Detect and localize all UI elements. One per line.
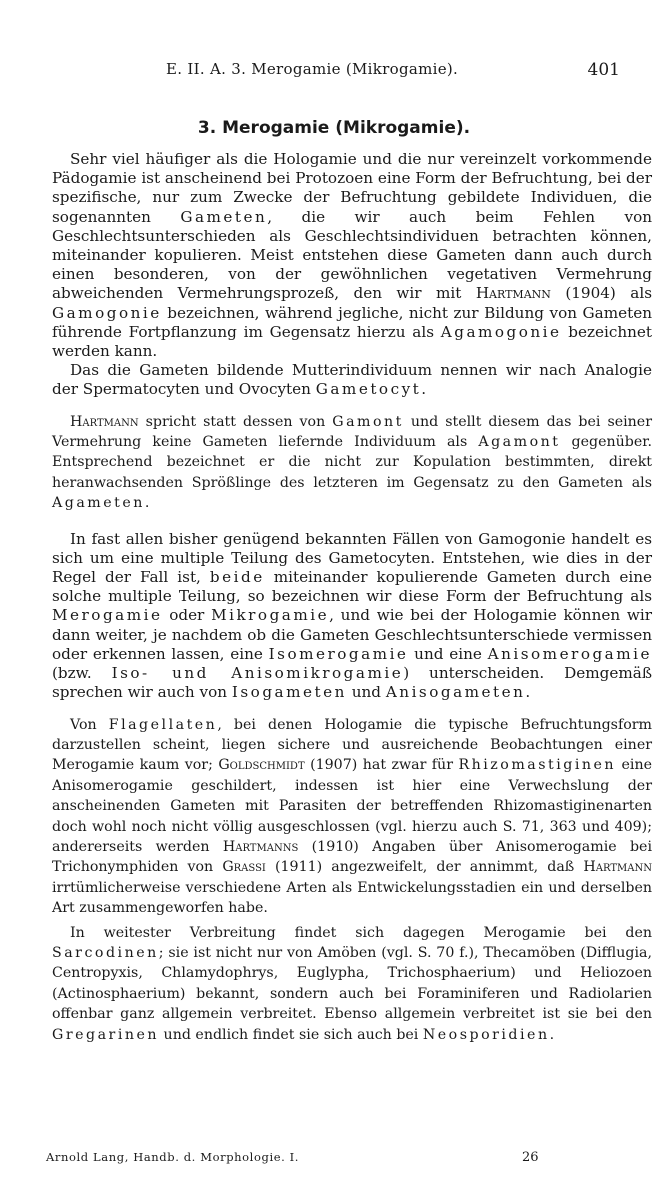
text-run: spricht statt dessen von [138,413,333,430]
running-title: E. II. A. 3. Merogamie (Mikrogamie). [166,60,459,78]
spaced-term: Isomerogamie [268,644,409,663]
running-head [0,60,668,82]
spaced-term: Agamont [478,434,561,451]
section-title: 3. Merogamie (Mikrogamie). [197,118,471,138]
text-run: gegenüber. Entsprechend bezeichnet er die nicht zur Kopulation bestimmten, direkt heranwachsenden Sprößlinge des letzteren im Gegensatz zu den Gameten als [52,434,652,491]
text-run: . [144,495,150,512]
paragraph-4 [52,530,652,703]
text-run: (1911) angezweifelt, der annimmt, daß [265,859,584,876]
spaced-term: Neosporidien [422,1026,550,1043]
text-run: (1907) hat zwar für [304,757,459,774]
signature-mark: 26 [522,1150,539,1165]
text-run: , bei denen Hologamie die typische Befruchtungsform darzustellen scheint, liegen sichere und ausreichende Beobachtungen einer Merogamie kaum vor; [52,716,652,774]
page-number: 401 [587,60,620,80]
text-run: In weitester Verbreitung findet sich dagegen Merogamie bei den [70,924,652,941]
text-run: . [549,1026,555,1043]
spaced-term: Sarcodinen [52,944,159,961]
text-run: . [525,683,531,702]
spaced-term: Isogameten [231,683,347,702]
spaced-term: Anisogameten [385,683,526,702]
spaced-term: Rhizomastiginen [458,757,617,774]
spaced-term: Agameten [52,495,145,512]
text-run: (bzw. [52,664,112,683]
spaced-term: Agamogonie [440,322,562,341]
text-run: ; sie ist nicht nur von Amöben (vgl. S. 70 f.), Thecamöben (Difflugia, Centropyxis, Chlamydophrys, Euglypha, Trichosphaerium) und Heliozoen (Actinosphaerium) bekannt, sondern auch bei Foraminiferen und Radiolarien offenbar ganz allgemein verbreitet. Ebenso allgemein verbreitet ist sie bei den [52,944,652,1023]
spaced-term: Gametocyt [315,380,422,399]
text-run: bezeichnen, während jegliche, nicht zur Bildung von Gameten führende Fortpflanzung im Gegensatz hierzu als [52,303,652,341]
text-run: und stellt diesem das bei seiner Vermehrung keine Gameten liefernde Individuum als [52,413,652,451]
author-name: Goldschmidt [218,757,305,774]
body-text [52,150,652,1045]
text-run: ) unterscheiden. Demgemäß sprechen wir auch von [52,664,652,702]
author-name: Grassi [222,859,266,876]
author-name: Hartmann [475,284,551,303]
text-run: (1904) als [550,284,652,303]
spaced-term: Mikrogamie [211,606,330,625]
spaced-term: Flagellaten [108,716,218,733]
text-run: und [346,683,386,702]
spaced-term: Anisomerogamie [487,644,652,663]
text-run: In fast allen bisher genügend bekannten Fällen von Gamogonie handelt es sich um eine multiple Teilung des Gametocyten. Entstehen, wie dies in der Regel der Fall ist, [52,529,652,587]
text-run: eine Anisomerogamie geschildert, indessen ist hier eine Verwechslung der anscheinenden Gameten mit Parasiten der betreffenden Rhizomastiginenarten doch wohl noch nicht völlig ausgeschlossen (vgl. hierzu auch S. 71, 363 und 409); andererseits werden [52,757,652,855]
text-run: irrtümlicherweise verschiedene Arten als Entwickelungsstadien ein und derselben Art zusammengeworfen habe. [52,879,652,917]
text-run: , die wir auch beim Fehlen von Geschlechtsunterschieden als Geschlechtsindividuen betrachten können, miteinander kopulieren. Meist entstehen diese Gameten dann auch durch einen besonderen, von der gewöhnlichen vegetativen Vermehrung abweichenden Vermehrungsprozeß, den wir mit [52,207,652,303]
text-run: Von [70,716,109,733]
text-run: Das die Gameten bildende Mutterindividuum nennen wir nach Analogie der Spermatocyten und Ovocyten [52,361,652,399]
author-name: Hartmann [583,859,652,876]
spaced-term: Iso- und Anisomikrogamie [111,664,404,683]
text-run: und eine [408,644,488,663]
text-run: und endlich findet sie sich auch bei [159,1026,423,1043]
text-run: . [421,380,427,399]
text-run: , und wie bei der Hologamie können wir dann weiter, je nachdem ob die Gameten Geschlechtsunterschiede vermissen oder erkennen lassen, eine [52,606,652,663]
paragraph-3 [52,412,652,514]
text-run: oder [162,606,212,625]
text-run: bezeichnet werden kann. [52,322,653,361]
text-run: miteinander kopulierende Gameten durch eine solche multiple Teilung, so bezeichnen wir diese Form der Befruchtung als [52,568,652,606]
paragraph-2 [52,361,652,399]
paragraph-5 [52,715,652,919]
author-name: Hartmann [70,413,139,430]
spaced-term: Gameten [180,207,268,226]
book-reference: Arnold Lang, Handb. d. Morphologie. I. [46,1150,300,1164]
paragraph-1 [52,150,652,361]
page-footer [0,1150,668,1170]
text-run: (1910) Angaben über Anisomerogamie bei Trichonymphiden von [52,838,652,876]
author-name: Hartmanns [222,838,299,855]
spaced-term: Gregarinen [52,1026,160,1043]
spaced-term: Gamogonie [52,303,162,322]
spaced-term: Merogamie [52,606,163,625]
paragraph-6 [52,923,652,1045]
text-run: Sehr viel häufiger als die Hologamie und die nur vereinzelt vorkommende Pädogamie ist anscheinend bei Protozoen eine Form der Befruchtung, bei der spezifische, nur zum Zwecke der Befruchtung gebildete Individuen, die sogenannten [52,150,652,226]
spaced-term: beide [209,568,265,587]
spaced-term: Gamont [332,413,404,430]
